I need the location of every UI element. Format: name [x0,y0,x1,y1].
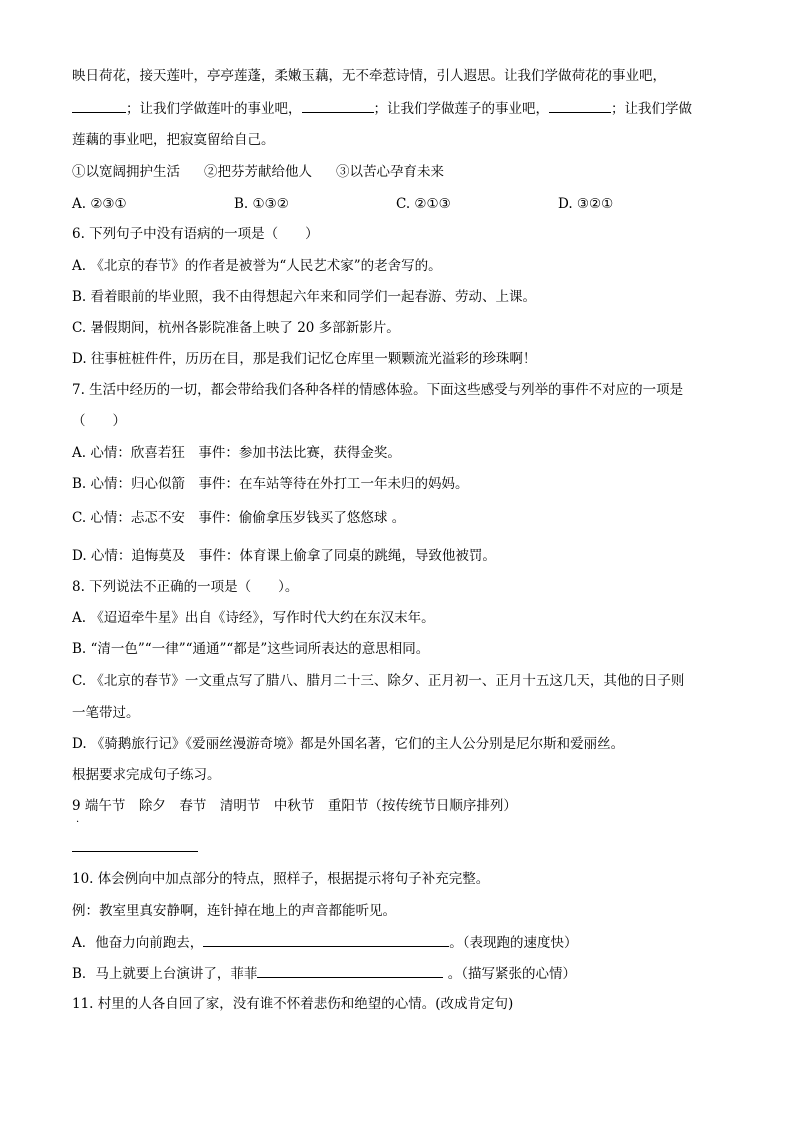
q5-item: ③以苦心孕育未来 [336,164,444,180]
q9-mark: · [76,817,80,828]
answer-blank[interactable] [302,98,374,113]
q11-stem: 11. 村里的人各自回了家，没有谁不怀着悲伤和绝望的心情。(改成肯定句) [72,996,514,1012]
q8-option-d[interactable]: D. 《骑鹅旅行记》《爱丽丝漫游奇境》都是外国名著，它们的主人公分别是尼尔斯和爱丽丝。 [72,736,625,752]
q10-example: 例：教室里真安静啊，连针掉在地上的声音都能听见。 [72,903,396,919]
q7-option-c[interactable]: C. 心情：忐忑不安 事件：偷偷拿压岁钱买了悠悠球 。 [72,510,406,526]
q8-stem: 8. 下列说法不正确的一项是（ ）。 [72,579,299,595]
q5-line1: 映日荷花，接天莲叶，亭亭莲蓬，柔嫩玉藕，无不牵惹诗情，引人遐思。让我们学做荷花的事业吧， [72,68,666,84]
q6-option-b[interactable]: B. 看着眼前的毕业照，我不由得想起六年来和同学们一起春游、劳动、上课。 [72,289,537,305]
q6-option-c[interactable]: C. 暑假期间，杭州各影院准备上映了 20 多部新影片。 [72,320,400,336]
q7-option-d[interactable]: D. 心情：追悔莫及 事件：体育课上偷拿了同桌的跳绳，导致他被罚。 [72,548,496,564]
q5-option-b[interactable]: B. ①③② [234,196,289,212]
q9-stem: 9 端午节 除夕 春节 清明节 中秋节 重阳节（按传统节日顺序排列） [72,798,517,814]
q6-stem: 6. 下列句子中没有语病的一项是（ ） [72,226,319,242]
q6-option-a[interactable]: A. 《北京的春节》的作者是被誉为“人民艺术家”的老舍写的。 [72,258,442,274]
q5-option-d[interactable]: D. ③②① [558,196,614,212]
q7-stem: 7. 生活中经历的一切，都会带给我们各种各样的情感体验。下面这些感受与列举的事件不对应的一项是 [72,382,684,398]
q10-a: A．他奋力向前跑去， 。（表现跑的速度快） [72,932,578,953]
q5-line3: 莲藕的事业吧，把寂寞留给自己。 [72,132,275,148]
q5-items [72,162,444,182]
q8-option-a[interactable]: A. 《迢迢牵牛星》出自《诗经》，写作时代大约在东汉末年。 [72,610,435,626]
q6-option-d[interactable]: D. 往事桩桩件件，历历在目，那是我们记忆仓库里一颗颗流光溢彩的珍珠啊！ [72,351,537,367]
q7-option-b[interactable]: B. 心情：归心似箭 事件：在车站等待在外打工一年未归的妈妈。 [72,476,469,492]
q5-option-c[interactable]: C. ②①③ [396,196,451,212]
q10-b-blank[interactable] [257,963,443,978]
q10-a-blank[interactable] [203,932,449,947]
q8-option-c[interactable]: C. 《北京的春节》一文重点写了腊八、腊月二十三、除夕、正月初一、正月十五这几天，其他的日子则 [72,673,685,689]
q10-stem: 10. 体会例向中加点部分的特点，照样子，根据提示将句子补充完整。 [72,871,490,887]
q7-option-a[interactable]: A. 心情：欣喜若狂 事件：参加书法比赛，获得金奖。 [72,445,401,461]
section-heading: 根据要求完成句子练习。 [72,767,221,783]
q5-line2: ；让我们学做莲叶的事业吧， ；让我们学做莲子的事业吧， ；让我们学做 [72,98,692,119]
answer-blank[interactable] [72,98,126,113]
q10-b: B．马上就要上台演讲了，菲菲 。（描写紧张的心情） [72,963,576,984]
q5-item: ①以宽阔拥护生活 [72,164,180,180]
answer-blank[interactable] [549,98,611,113]
q7-paren: （ ） [72,413,126,429]
q9-answer-line[interactable] [72,851,198,852]
q8-option-c-cont: 一笔带过。 [72,705,140,721]
q8-option-b[interactable]: B. “清一色”“一律”“通通”“都是”这些词所表达的意思相同。 [72,641,430,657]
q5-option-a[interactable]: A. ②③① [72,196,127,212]
q5-item: ②把芬芳献给他人 [204,164,312,180]
